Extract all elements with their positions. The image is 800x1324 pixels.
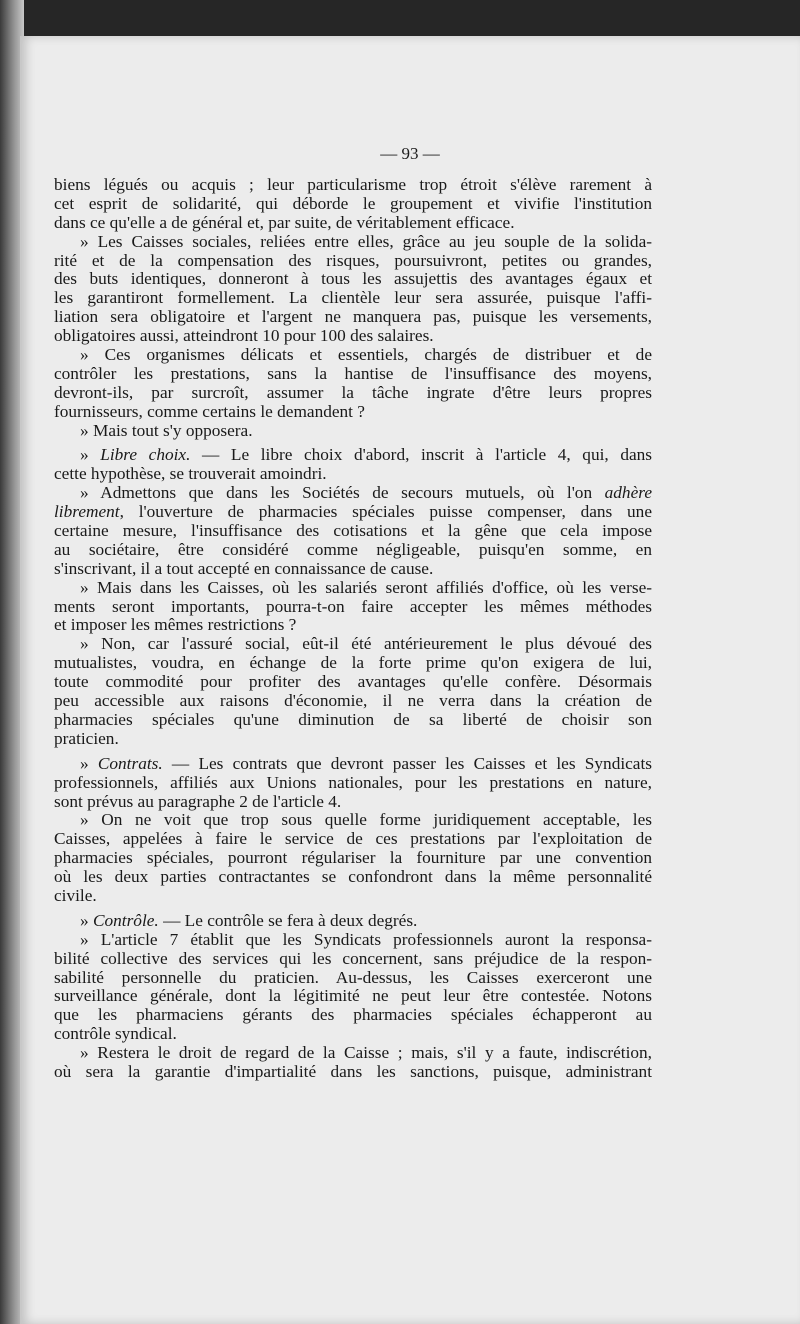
text-line: sont prévus au paragraphe 2 de l'article 4. [54, 792, 342, 811]
text-line: ments seront importants, pourra-t-on faire accepter les mêmes méthodes [54, 597, 652, 616]
text-line: bilité collective des services qui les concernent, sans préjudice de la respon- [54, 949, 652, 968]
text-line: » Mais tout s'y opposera. [80, 421, 253, 440]
text-line-italic: » Admettons que dans les Sociétés de secours mutuels, où l'on adhère [80, 484, 652, 503]
text-line: professionnels, affiliés aux Unions nationales, pour les prestations en nature, [54, 773, 652, 792]
text-line: les garantiront formellement. La clientèle leur sera assurée, puisque l'affi- [54, 289, 652, 308]
section-heading: Contrats. [97, 754, 163, 773]
section-heading: Contrôle. [92, 911, 159, 930]
text-line: » Les Caisses sociales, reliées entre elles, grâce au jeu souple de la solida- [80, 232, 652, 251]
text-line: rité et de la compensation des risques, poursuivront, petites ou grandes, [54, 251, 652, 270]
book-page [20, 36, 800, 1324]
text-line: » On ne voit que trop sous quelle forme juridiquement acceptable, les [80, 811, 652, 830]
text-line: que les pharmaciens gérants des pharmacies spéciales échapperont au [54, 1006, 652, 1025]
section-line-libre-choix: » Libre choix. — Le libre choix d'abord, inscrit à l'article 4, qui, dans [80, 446, 652, 465]
text-line: cet esprit de solidarité, qui déborde le groupement et vivifie l'institution [54, 194, 652, 213]
text-line: pharmacies spéciales qu'une diminution de sa liberté de choisir son [54, 710, 652, 729]
text-line: » Ces organismes délicats et essentiels, chargés de distribuer et de [80, 346, 652, 365]
text-line: Caisses, appelées à faire le service de ces prestations par l'exploitation de [54, 830, 652, 849]
text-line: fournisseurs, comme certains le demandent ? [54, 402, 365, 421]
text-line: sabilité personnelle du praticien. Au-dessus, les Caisses exerceront une [54, 968, 652, 987]
section-line-contrats: » Contrats. — Les contrats que devront passer les Caisses et les Syndicats [80, 754, 652, 773]
text-line: des buts identiques, donneront à tous les assujettis des avantages égaux et [54, 270, 652, 289]
text-line: au sociétaire, être considéré comme négligeable, puisqu'en somme, en [54, 540, 652, 559]
text-line: et imposer les mêmes restrictions ? [54, 616, 297, 635]
text-line: contrôler les prestations, sans la hantise de l'insuffisance des moyens, [54, 364, 652, 383]
section-heading: Libre choix. [100, 446, 191, 465]
section-line-controle: » Contrôle. — Le contrôle se fera à deux degrés. [80, 911, 418, 930]
text-line: où sera la garantie d'impartialité dans les sanctions, puisque, administrant [54, 1062, 652, 1081]
text-line: certaine mesure, l'insuffisance des cotisations et la gêne que cela impose [54, 522, 652, 541]
text-line: biens légués ou acquis ; leur particularisme trop étroit s'élève rarement à [54, 176, 652, 194]
text-line: peu accessible aux raisons d'économie, il ne verra dans la création de [54, 692, 652, 711]
text-line: toute commodité pour profiter des avantages qu'elle confère. Désormais [54, 673, 652, 692]
text-line: » Non, car l'assuré social, eût-il été antérieurement le plus dévoué des [80, 635, 652, 654]
text-line: où les deux parties contractantes se confondront dans la même personnalité [54, 868, 652, 887]
text-line: pharmacies spéciales, pourront régulariser la fourniture par une convention [54, 849, 652, 868]
text-line: civile. [54, 886, 97, 905]
text-line: contrôle syndical. [54, 1025, 177, 1044]
text-line: praticien. [54, 729, 119, 748]
text-line: cette hypothèse, se trouverait amoindri. [54, 465, 327, 484]
text-line: surveillance générale, dont la légitimité ne peut leur être contestée. Notons [54, 987, 652, 1006]
text-line: » Restera le droit de regard de la Caisse ; mais, s'il y a faute, indiscrétion, [80, 1044, 652, 1063]
text-line: mutualistes, voudra, en échange de la forte prime qu'on exigera de lui, [54, 654, 652, 673]
text-line-italic: librement, l'ouverture de pharmacies spéciales puisse compenser, dans une [54, 503, 652, 522]
page-number: — 93 — [380, 144, 440, 163]
text-line: devront-ils, par surcroît, assumer la tâche ingrate d'être leurs propres [54, 383, 652, 402]
text-line: s'inscrivant, il a tout accepté en connaissance de cause. [54, 559, 434, 578]
text-line: liation sera obligatoire et l'argent ne manquera pas, puisque les versements, [54, 308, 652, 327]
body-text [54, 176, 652, 1082]
text-line: obligatoires aussi, atteindront 10 pour 100 des salaires. [54, 327, 434, 346]
text-line: dans ce qu'elle a de général et, par suite, de véritablement efficace. [54, 213, 515, 232]
text-line: » Mais dans les Caisses, où les salariés seront affiliés d'office, où les verse- [80, 578, 652, 597]
text-line: » L'article 7 établit que les Syndicats professionnels auront la responsa- [80, 930, 652, 949]
